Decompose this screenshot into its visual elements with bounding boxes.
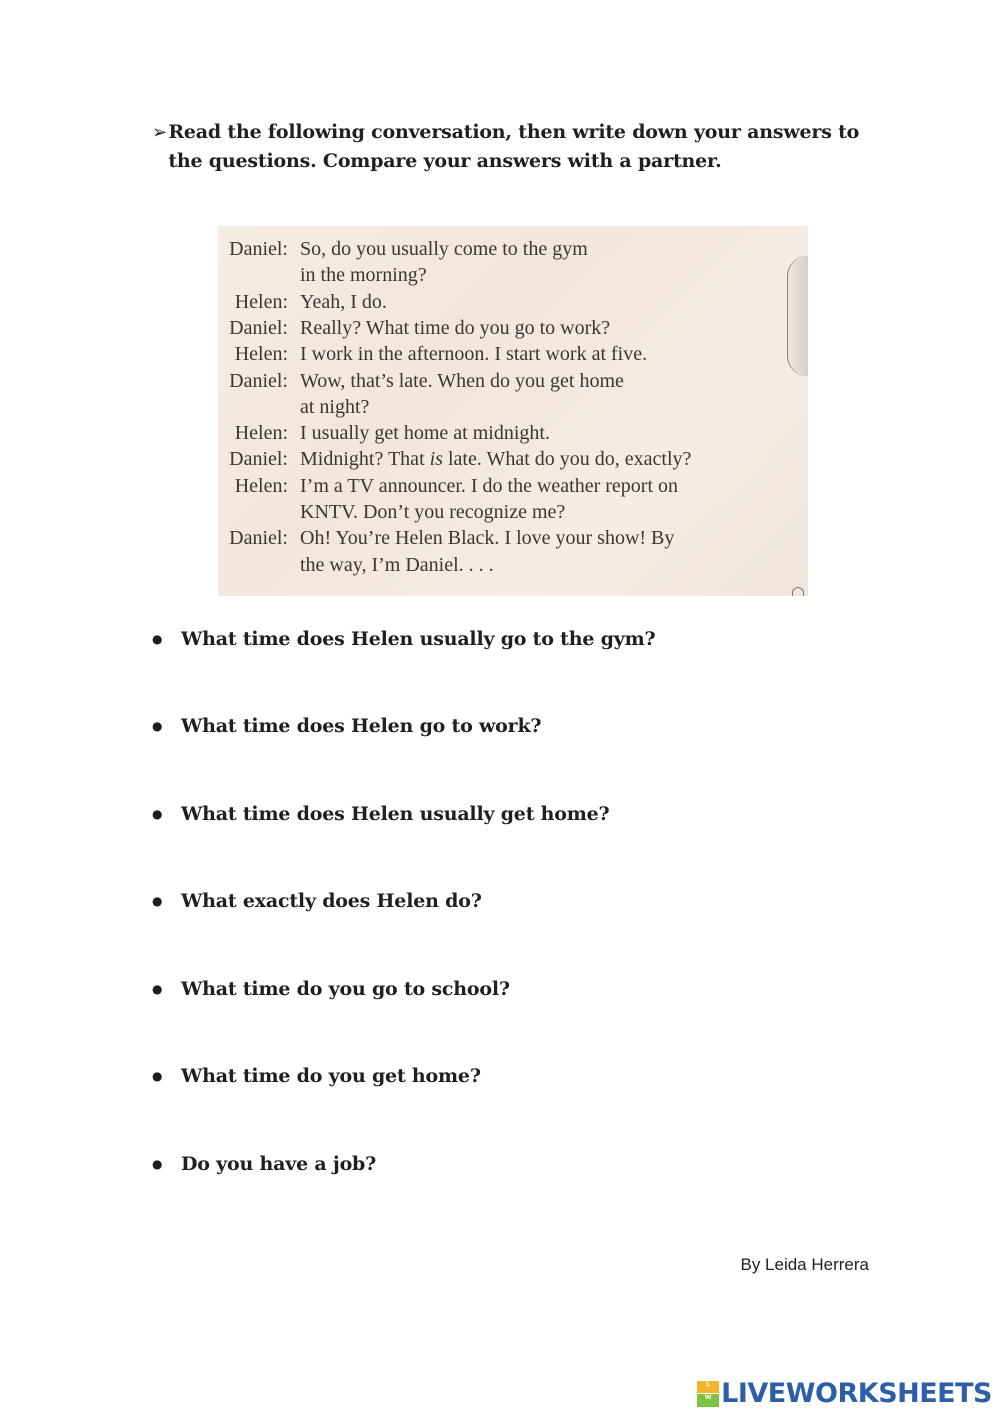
speech-text: the way, I’m Daniel. . . . [300, 553, 494, 576]
dialogue-line [218, 499, 800, 525]
speaker-name: Helen: [234, 474, 288, 497]
speaker-name: Daniel: [229, 527, 288, 550]
bullet-icon: ● [152, 894, 163, 908]
question-item [152, 801, 610, 827]
speech-text: KNTV. Don’t you recognize me? [300, 501, 566, 523]
question-text: What time do you go to school? [181, 978, 510, 1000]
illustration-fragment-bottom [792, 587, 804, 596]
speaker-name [218, 552, 300, 578]
speech-text: Really? What time do you go to work? [300, 316, 611, 339]
arrow-bullet-icon: ➢ [152, 122, 168, 143]
speaker-name: Daniel: [229, 316, 288, 339]
speech-text: So, do you usually come to the gym [300, 238, 588, 260]
question-item [152, 1151, 376, 1177]
speaker-name: Helen: [234, 290, 288, 313]
question-text: What time does Helen go to work? [181, 715, 542, 737]
question-text: What time do you get home? [181, 1065, 481, 1087]
speech-text: in the morning? [300, 264, 427, 287]
dialogue-line [218, 525, 800, 551]
speaker-name: Helen: [234, 343, 288, 366]
bullet-icon: ● [152, 1157, 163, 1171]
speaker-name: Helen: [234, 422, 288, 445]
speech-text: Yeah, I do. [300, 290, 387, 313]
watermark-text: LIVEWORKSHEETS [721, 1378, 992, 1409]
speech-text: Midnight? That is late. What do you do, exactly? [300, 448, 692, 471]
bullet-icon: ● [152, 807, 163, 821]
dialogue-line [218, 446, 800, 472]
logo-letter-l: L [697, 1381, 719, 1394]
speaker-name: Daniel: [229, 448, 288, 471]
speaker-name [218, 262, 300, 288]
speech-text: at night? [300, 395, 370, 418]
dialogue-line [218, 394, 800, 420]
dialogue-line [218, 420, 800, 446]
speaker-name: Daniel: [229, 369, 288, 392]
speaker-name [218, 394, 300, 420]
question-text: What time does Helen usually get home? [181, 803, 610, 825]
question-item [152, 1063, 481, 1089]
bullet-icon: ● [152, 632, 163, 646]
speech-text: I’m a TV announcer. I do the weather report on [300, 474, 679, 497]
dialogue-line [218, 289, 800, 315]
author-credit: By Leida Herrera [740, 1255, 869, 1274]
dialogue-line [218, 473, 800, 499]
dialogue-line [218, 236, 800, 262]
speech-text: I usually get home at midnight. [300, 422, 550, 445]
question-text: What exactly does Helen do? [181, 890, 482, 912]
liveworksheets-logo-icon [697, 1381, 719, 1407]
instruction-text: Read the following conversation, then write down your answers to the questions. Compare your answers with a partner. [168, 121, 860, 172]
instruction [152, 118, 872, 176]
dialogue-line [218, 368, 800, 394]
question-item [152, 626, 655, 652]
bullet-icon: ● [152, 719, 163, 733]
liveworksheets-watermark [697, 1378, 992, 1409]
question-item [152, 976, 510, 1002]
dialogue-line [218, 341, 800, 367]
question-item [152, 713, 541, 739]
speaker-name [218, 499, 300, 525]
speaker-name: Daniel: [229, 238, 288, 260]
speech-text: Wow, that’s late. When do you get home [300, 369, 624, 392]
dialogue-image [218, 226, 808, 596]
speech-text: I work in the afternoon. I start work at five. [300, 343, 648, 366]
speech-text: Oh! You’re Helen Black. I love your show! By [300, 527, 675, 550]
logo-letter-w: W [697, 1394, 719, 1407]
bullet-icon: ● [152, 1069, 163, 1083]
dialogue-line [218, 315, 800, 341]
question-text: Do you have a job? [181, 1153, 377, 1175]
dialogue-line [218, 262, 800, 288]
dialogue-line [218, 552, 800, 578]
question-item [152, 888, 482, 914]
question-text: What time does Helen usually go to the gym? [181, 628, 656, 650]
bullet-icon: ● [152, 982, 163, 996]
